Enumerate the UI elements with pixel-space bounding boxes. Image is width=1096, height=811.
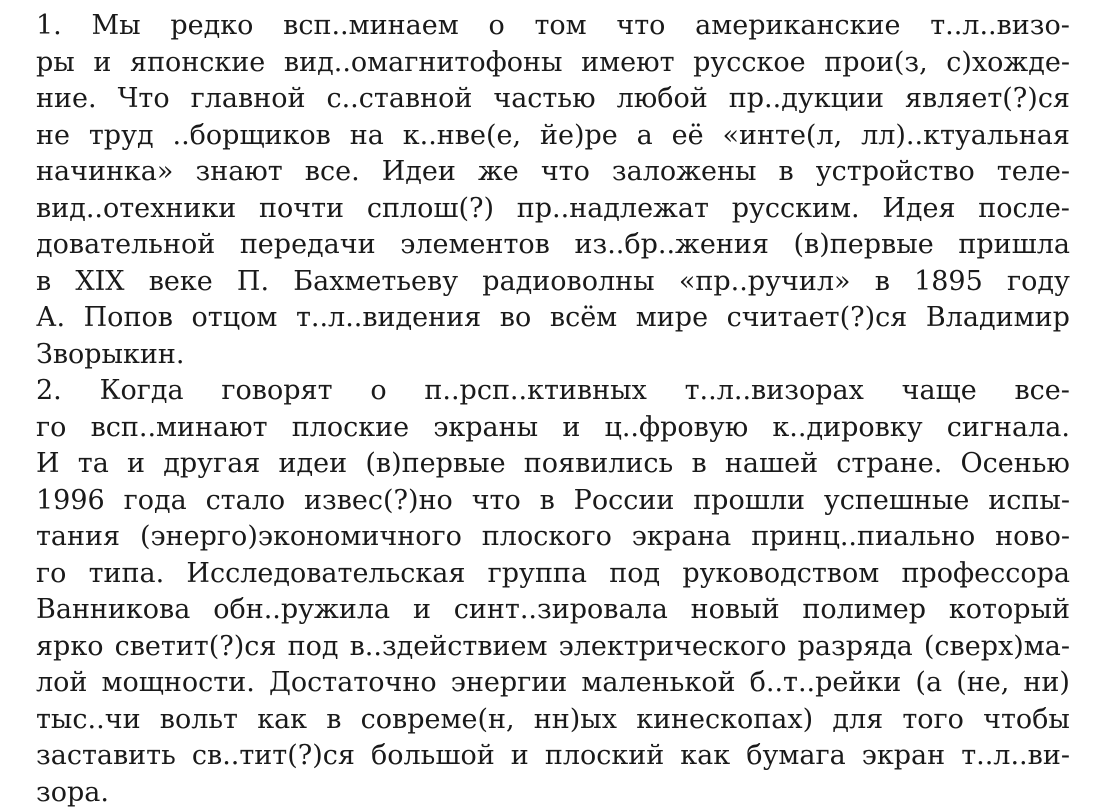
text-line: тания (энерго)экономичного плоского экрана принц..пиально ново- xyxy=(36,519,1070,556)
text-line: не труд ..борщиков на к..нве(е, йе)ре а её «инте(л, лл)..ктуальная xyxy=(36,118,1070,155)
text-line: А. Попов отцом т..л..видения во всём мире считает(?)ся Владимир xyxy=(36,300,1070,337)
text-line: заставить св..тит(?)ся большой и плоский как бумага экран т..л..ви- xyxy=(36,738,1070,775)
text-line: го всп..минают плоские экраны и ц..фровую к..дировку сигнала. xyxy=(36,410,1070,447)
text-line: довательной передачи элементов из..бр..жения (в)первые пришла xyxy=(36,227,1070,264)
exercise-text xyxy=(36,8,1070,811)
text-line: го типа. Исследовательская группа под руководством профессора xyxy=(36,556,1070,593)
text-line: ние. Что главной с..ставной частью любой пр..дукции являет(?)ся xyxy=(36,81,1070,118)
text-line: в XIX веке П. Бахметьеву радиоволны «пр..ручил» в 1895 году xyxy=(36,264,1070,301)
text-line: ры и японские вид..омагнитофоны имеют русское прои(з, с)хожде- xyxy=(36,45,1070,82)
text-line: лой мощности. Достаточно энергии маленькой б..т..рейки (а (не, ни) xyxy=(36,665,1070,702)
text-line: 2. Когда говорят о п..рсп..ктивных т..л..визорах чаще все- xyxy=(36,373,1070,410)
text-line: 1. Мы редко всп..минаем о том что американские т..л..визо- xyxy=(36,8,1070,45)
text-line: вид..отехники почти сплош(?) пр..надлежат русским. Идея после- xyxy=(36,191,1070,228)
paragraph-1 xyxy=(36,8,1070,373)
paragraph-2 xyxy=(36,373,1070,811)
text-line: Зворыкин. xyxy=(36,337,1070,374)
text-line: ярко светит(?)ся под в..здействием электрического разряда (сверх)ма- xyxy=(36,629,1070,666)
text-line: 1996 года стало извес(?)но что в России прошли успешные испы- xyxy=(36,483,1070,520)
text-line: тыс..чи вольт как в совреме(н, нн)ых кинескопах) для того чтобы xyxy=(36,702,1070,739)
text-line: начинка» знают все. Идеи же что заложены в устройство теле- xyxy=(36,154,1070,191)
text-line: зора. xyxy=(36,775,1070,811)
text-line: Ванникова обн..ружила и синт..зировала новый полимер который xyxy=(36,592,1070,629)
text-line: И та и другая идеи (в)первые появились в нашей стране. Осенью xyxy=(36,446,1070,483)
